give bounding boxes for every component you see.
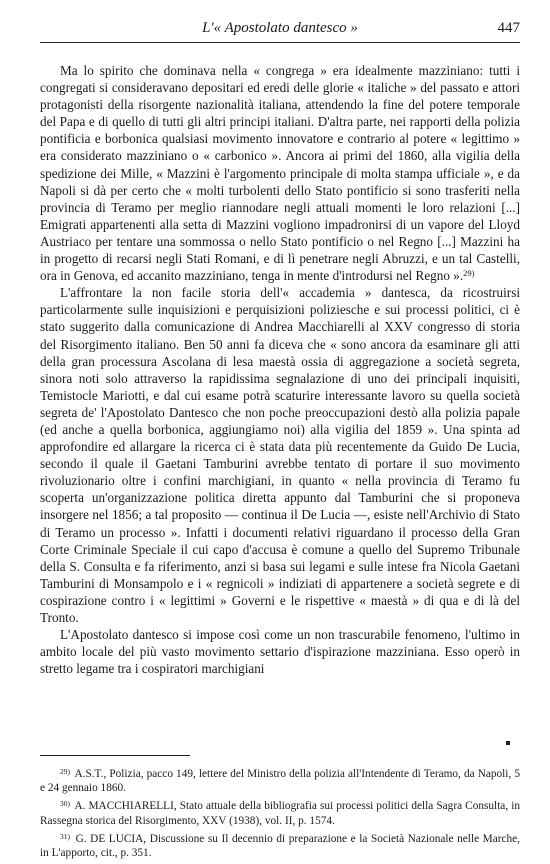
footnote-ref-29: 29) [463, 268, 475, 279]
paragraph-2: L'affrontare la non facile storia dell'« accademia » dantesca, da ricostruirsi particolarmente sulle inquisizioni e perquisizioni poliziesche e sui processi politici, ci è stato suggerito dalla comunicazione di Andrea Macchiarelli al XXV congresso di storia del Risorgimento italiano. Ben 50 anni fa diceva che « sono ancora da esaminare gli atti della gran processura Ascolana di lesa maestà ossia di aggregazione a società segreta, sinora noti solo attraverso la rapidissima segnalazione di uno dei principali inquisiti, Temistocle Mariotti, e dal cui esame potrà scaturire interessante lavoro su quella società segreta de' l'Apostolato Dantesco che non poche preoccupazioni destò alla polizia papale (ed anche a quella borbonica, aggiungiamo noi) alla vigilia del 1859 ». Una spinta ad approfondire ed allargare la ricerca ci è stata data più recentemente da Guido De Lucia, secondo il quale il Gaetani Tamburini avrebbe tentato di portare il suo movimento rivoluzionario oltre i confini marchigiani, in quanto « nella provincia di Teramo fu scoperta un'organizzazione politica diretta appunto dal Tamburini che si proponeva insorgere nel 1856; a tal proposito — continua il De Lucia —, esiste nell'Archivio di Stato di Teramo un processo ». Infatti i documenti relativi riguardano il processo della Gran Corte Criminale Speciale il cui capo d'accusa è comune a quello del Supremo Tribunale della S. Consulta e fa riferimento, anzi si basa sui legami e sulle intese fra Nicola Gaetani Tamburini di Monsampolo e i « regnicoli » indiziati di appartenere a società segrete e di cospirazione contro i « legittimi » Governi e le rispettive « maestà » di qua e di là del Tronto. [40, 285, 520, 625]
paragraph-3: L'Apostolato dantesco si impose così come un non trascurabile fenomeno, l'ultimo in ambito locale del più vasto movimento settario d'ispirazione mazziniana. Esso operò in stretto legame tra i cospiratori marchigiani [40, 627, 520, 677]
footnote-text: A. MACCHIARELLI, Stato attuale della bibliografia sui processi politici della Sagra Consulta, in Rassegna storica del Risorgimento, XXV (1938), vol. II, p. 1574. [40, 800, 521, 827]
footnote-number: 30) [60, 799, 70, 809]
body-text [40, 62, 520, 677]
running-header [40, 20, 520, 40]
footnote-rule [40, 755, 190, 756]
footnote-29 [40, 767, 520, 795]
footnote-number: 29) [60, 767, 70, 776]
page-number: 447 [497, 20, 520, 36]
footnote-text: G. DE LUCIA, Discussione su Il decennio di preparazione e la Società Nazionale nelle Marche, in L'apporto, cit., p. 351. [40, 832, 520, 860]
paragraph-1 [40, 62, 520, 284]
footnote-31 [40, 832, 520, 860]
header-rule [40, 42, 520, 43]
paragraph-1-text: Ma lo spirito che dominava nella « congrega » era idealmente mazziniano: tutti i congregati si consideravano depositari ed eredi delle glorie « italiche » del passato e attori protagonisti della risorgente nazionalità italiana, attendendo la fine del potere temporale del Papa e di quello di tutti gli altri principi italiani. D'altra parte, nei rapporti della polizia pontificia e borbonica qualsiasi movimento innovatore e contrario al potere « legittimo » era considerato mazziniano o « carbonico ». Ancora ai primi del 1860, alla vigilia della spedizione dei Mille, « Mazzini è l'argomento principale di molta stampa ufficiale », e da Napoli si dà per certo che « molti turbolenti dello Stato pontificio si sono trasferiti nella provincia di Teramo per meglio riannodare negli attuali momenti le loro relazioni [...] Emigrati appartenenti alla setta di Mazzini vogliono impadronirsi di un vapore del Lloyd Austriaco per tentare una sommossa o nello Stato pontificio o nel Regno [...] Mazzini ha in progetto di recarsi negli Stati Romani, e di lì penetrare negli Abruzzi, e un tal Castelli, ora in Genova, ed accanito mazziniano, tenga in mente d'introdursi nel Regno ». [40, 63, 520, 284]
footnote-text: A.S.T., Polizia, pacco 149, lettere del Ministro della polizia all'Intendente di Teramo, da Napoli, 5 e 24 gennaio 1860. [40, 768, 520, 795]
footnotes [40, 767, 520, 864]
footnote-number: 31) [60, 831, 70, 841]
footnote-30 [40, 799, 520, 827]
margin-mark [506, 741, 510, 745]
running-title: L'« Apostolato dantesco » [202, 20, 358, 36]
